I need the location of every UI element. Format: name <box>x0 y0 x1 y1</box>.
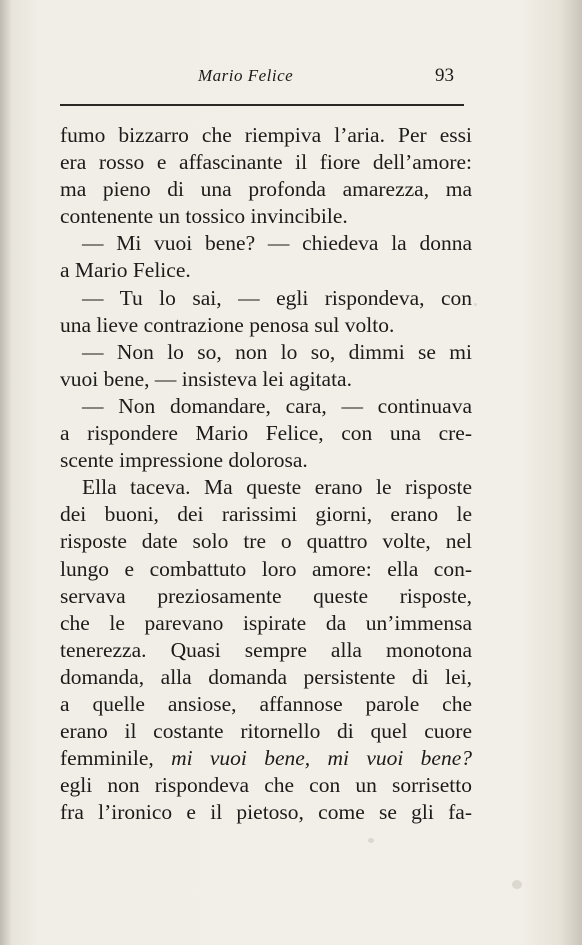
text-line: Ella taceva. Ma queste erano le risposte <box>82 475 472 500</box>
text-line: fumo bizzarro che riempiva l’aria. Per essi <box>60 123 472 147</box>
paper-speck <box>474 303 477 306</box>
text-line <box>60 745 472 772</box>
text-line: erano il costante ritornello di quel cuore <box>60 719 472 744</box>
text-line: domanda, alla domanda persistente di lei, <box>60 664 472 689</box>
text-line: vuoi bene, — insisteva lei agitata. <box>60 366 352 391</box>
text-line: — Tu lo sai, — egli rispondeva, con <box>82 285 472 310</box>
text-line: era rosso e affascinante il fiore dell’amore: <box>60 150 472 175</box>
paper-speck <box>368 838 374 843</box>
text-line: una lieve contrazione penosa sul volto. <box>60 312 395 337</box>
text-line: a rispondere Mario Felice, con una cre- <box>60 421 472 446</box>
running-title: Mario Felice <box>198 66 294 85</box>
paper-speck <box>512 880 522 889</box>
text-line: fra l’ironico e il pietoso, come se gli fa- <box>60 800 472 825</box>
text-line: che le parevano ispirate da un’immensa <box>60 610 472 635</box>
body-text <box>60 122 472 826</box>
text-line: servava preziosamente queste risposte, <box>60 583 472 608</box>
text-line: — Non domandare, cara, — continuava <box>82 393 472 418</box>
text-line: dei buoni, dei rarissimi giorni, erano le <box>60 502 472 527</box>
page-number: 93 <box>435 65 454 86</box>
text-line: — Non lo so, non lo so, dimmi se mi <box>82 339 472 364</box>
header-rule <box>60 104 464 106</box>
text-line: contenente un tossico invincibile. <box>60 204 348 229</box>
text-line-italic: mi vuoi bene, mi vuoi bene? <box>171 746 472 771</box>
text-line: egli non rispondeva che con un sorrisetto <box>60 773 472 798</box>
text-line: a Mario Felice. <box>60 258 191 283</box>
text-line: — Mi vuoi bene? — chiedeva la donna <box>82 231 472 256</box>
text-line: tenerezza. Quasi sempre alla monotona <box>60 637 472 662</box>
text-line: scente impressione dolorosa. <box>60 448 308 473</box>
text-line: ma pieno di una profonda amarezza, ma <box>60 177 472 202</box>
page-header <box>60 66 462 90</box>
text-line: risposte date solo tre o quattro volte, nel <box>60 529 472 554</box>
text-line: lungo e combattuto loro amore: ella con- <box>60 556 472 581</box>
text-line-roman: femminile, <box>60 746 172 771</box>
text-line: a quelle ansiose, affannose parole che <box>60 691 472 716</box>
